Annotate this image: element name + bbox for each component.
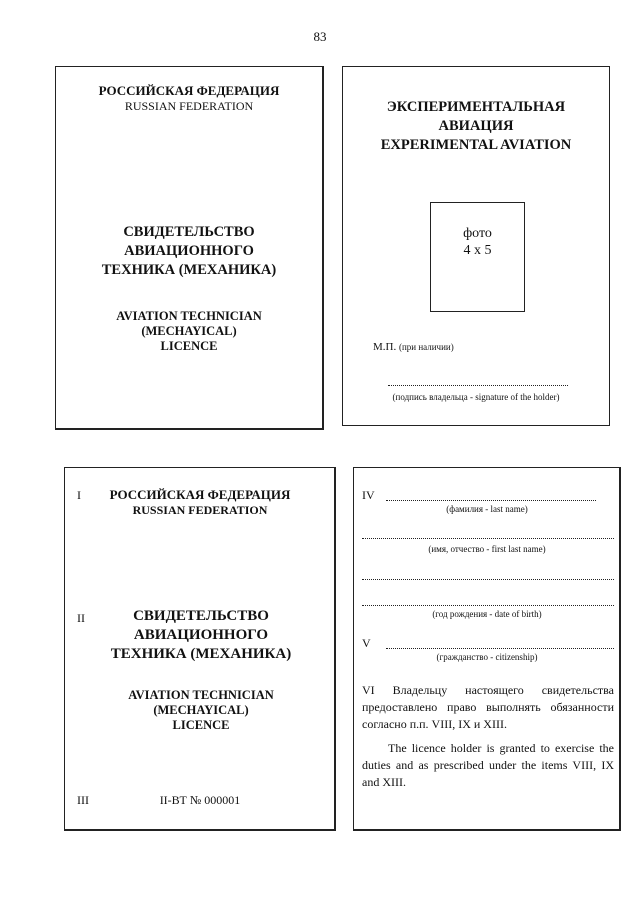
cover-back-panel	[342, 66, 610, 426]
signature-caption: (подпись владельца - signature of the holder)	[392, 392, 560, 402]
right-page-panel	[353, 467, 621, 831]
citizenship-line	[386, 648, 614, 649]
marker-ii: II	[77, 611, 85, 625]
marker-iv: IV	[362, 488, 375, 502]
last-name-line	[386, 500, 596, 501]
licence-title-ru: СВИДЕТЕЛЬСТВО АВИАЦИОННОГО ТЕХНИКА (МЕХАНИКА)	[110, 608, 292, 662]
first-name-caption: (имя, отчество - first last name)	[428, 544, 546, 554]
country-en: RUSSIAN FEDERATION	[132, 503, 268, 517]
birth-caption: (год рождения - date of birth)	[432, 609, 542, 619]
licence-title-ru: СВИДЕТЕЛЬСТВО АВИАЦИОННОГО ТЕХНИКА (МЕХАНИКА)	[101, 224, 277, 278]
first-name-line	[362, 538, 614, 539]
marker-iii: III	[77, 793, 89, 807]
citizenship-caption: (гражданство - citizenship)	[436, 652, 538, 662]
country-ru: РОССИЙСКАЯ ФЕДЕРАЦИЯ	[109, 487, 291, 502]
left-page-panel	[64, 467, 336, 831]
signature-line	[388, 385, 568, 386]
photo-label: фото 4 x 5	[463, 226, 492, 258]
extra-line	[362, 579, 614, 580]
licence-number: II-ВТ № 000001	[159, 793, 241, 807]
licence-title-en: AVIATION TECHNICIAN (MECHAYICAL) LICENCE	[116, 309, 262, 353]
marker-v: V	[362, 636, 371, 650]
photo-box	[430, 202, 525, 312]
last-name-caption: (фамилия - last name)	[446, 504, 528, 514]
country-en: RUSSIAN FEDERATION	[124, 99, 254, 113]
privileges-en: The licence holder is granted to exercise the duties and as prescribed under the items VIII, IX and XIII.	[362, 741, 614, 789]
stamp-label: М.П. (при наличии)	[373, 341, 454, 353]
country-ru: РОССИЙСКАЯ ФЕДЕРАЦИЯ	[98, 83, 280, 98]
experimental-aviation-heading: ЭКСПЕРИМЕНТАЛЬНАЯ АВИАЦИЯ EXPERIMENTAL AVIATION	[380, 99, 572, 153]
marker-i: I	[77, 488, 81, 502]
privileges-ru: VI Владельцу настоящего свидетельства предоставлено право выполнять обязанности согласно п.п. VIII, IX и XIII.	[362, 683, 614, 731]
licence-title-en: AVIATION TECHNICIAN (MECHAYICAL) LICENCE	[128, 688, 274, 732]
page-number: 83	[313, 29, 327, 44]
birth-line	[362, 605, 614, 606]
cover-front-panel	[55, 66, 324, 430]
